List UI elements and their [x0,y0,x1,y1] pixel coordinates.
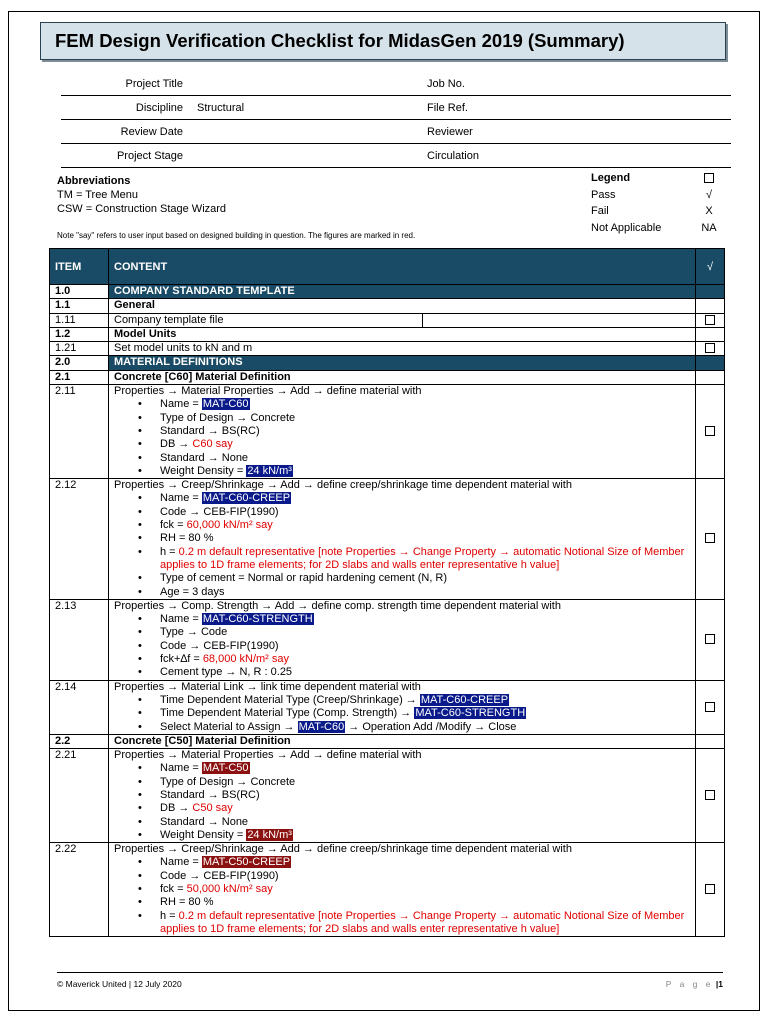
section-row [50,285,725,299]
section-row [50,356,725,370]
project-value2[interactable] [507,120,731,144]
legend-pass-symbol: √ [705,188,713,201]
subsection-title: Concrete [C50] Material Definition [109,734,696,748]
item-lead: Properties → Creep/Shrinkage → Add → define creep/shrinkage time dependent material with [114,479,572,492]
section-title: COMPANY STANDARD TEMPLATE [109,285,696,299]
project-label: Discipline [61,96,191,120]
project-value2[interactable] [507,96,731,120]
project-label2: Circulation [427,144,507,168]
item-content [109,385,696,479]
page-footer: © Maverick United | 12 July 2020 P a g e |1 [57,972,723,989]
item-number: 2.22 [50,843,109,937]
subsection-row [50,734,725,748]
project-value[interactable] [191,72,427,96]
project-label2: Job No. [427,72,507,96]
legend-pass: Pass [591,188,616,201]
table-row [50,342,725,356]
subsection-row [50,299,725,313]
checkbox[interactable] [705,533,715,543]
project-label: Review Date [61,120,191,144]
subsection-row [50,370,725,384]
header-check: √ [696,249,725,285]
item-number: 2.0 [50,356,109,370]
legend-checkbox[interactable] [704,173,714,183]
item-content: Company template file [109,314,423,327]
project-value[interactable] [191,120,427,144]
project-row [61,96,731,120]
item-content: Set model units to kN and m [109,342,696,356]
project-row [61,120,731,144]
table-row [50,313,725,327]
table-row [50,843,725,937]
legend-block [591,172,721,238]
project-value2[interactable] [507,144,731,168]
item-number: 1.0 [50,285,109,299]
item-bullets: • Time Dependent Material Type (Creep/Shrinkage) → MAT-C60-CREEP • Time Dependent Material Type (Comp. Strength) → MAT-C60-STRENGTH • Select Material to Assign → MAT-C60 → Operation Add /Modify → Close [114,694,690,734]
table-row [50,749,725,843]
item-bullets: • Name = MAT-C50 • Type of Design → Concrete • Standard → BS(RC) • DB → C50 say • Standard → None • Weight Density = 24 kN/m³ [114,762,690,842]
item-number: 2.1 [50,370,109,384]
item-number: 1.2 [50,327,109,341]
title-banner [40,22,726,60]
item-bullets: • Name = MAT-C60-STRENGTH • Type → Code • Code → CEB-FIP(1990) • fck+∆f = 68,000 kN/m² say • Cement type → N, R : 0.25 [114,613,690,679]
table-header [50,249,725,285]
item-number: 2.2 [50,734,109,748]
abbreviations-heading: Abbreviations [57,175,131,187]
item-lead: Properties → Creep/Shrinkage → Add → define creep/shrinkage time dependent material with [114,843,572,856]
checkbox[interactable] [705,634,715,644]
say-note: Note "say" refers to user input based on designed building in question. The figures are marked in red. [57,231,416,240]
table-row [50,599,725,680]
item-lead: Properties → Material Properties → Add → define material with [114,749,422,762]
header-item: ITEM [50,249,109,285]
project-value[interactable] [191,144,427,168]
checkbox[interactable] [705,702,715,712]
item-number: 1.21 [50,342,109,356]
subsection-title: Model Units [109,327,696,341]
subsection-row [50,327,725,341]
item-lead: Properties → Material Link → link time dependent material with [114,680,421,693]
item-content [109,599,696,680]
item-number: 1.11 [50,313,109,327]
abbreviation-tm: TM = Tree Menu [57,189,139,201]
item-content [109,749,696,843]
item-content [109,479,696,600]
item-number: 2.13 [50,599,109,680]
item-bullets: • Name = MAT-C50-CREEP • Code → CEB-FIP(1990) • fck = 50,000 kN/m² say • RH = 80 % • h = 0.2 m default representative [note Properties → Change Property → automatic Notional Size of Member applies to 1D frame elements; for 2D slabs and walls enter representative h value] [114,856,690,936]
subsection-title: Concrete [C60] Material Definition [109,370,696,384]
table-row [50,385,725,479]
legend-na-symbol: NA [701,221,717,234]
checkbox[interactable] [705,315,715,325]
legend-heading: Legend [591,172,631,184]
project-row [61,72,731,96]
project-row [61,144,731,168]
checkbox[interactable] [705,426,715,436]
legend-fail: Fail [591,205,609,217]
section-title: MATERIAL DEFINITIONS [109,356,696,370]
item-lead: Properties → Material Properties → Add → define material with [114,385,422,398]
subsection-title: General [109,299,696,313]
item-number: 2.21 [50,749,109,843]
item-number: 2.11 [50,385,109,479]
item-lead: Properties → Comp. Strength → Add → define comp. strength time dependent material with [114,599,561,612]
project-info-table [61,72,731,168]
legend-fail-symbol: X [705,205,713,217]
project-label: Project Stage [61,144,191,168]
checkbox[interactable] [705,884,715,894]
item-bullets: • Name = MAT-C60-CREEP • Code → CEB-FIP(1990) • fck = 60,000 kN/m² say • RH = 80 % • h = 0.2 m default representative [note Properties → Change Property → automatic Notional Size of Member applies to 1D frame elements; for 2D slabs and walls enter representative h value] • Type of cement = Normal or rapid hardening cement (N, R) • Age = 3 days [114,492,690,598]
project-value[interactable]: Structural [191,96,427,120]
item-content [109,843,696,937]
page-title: FEM Design Verification Checklist for MidasGen 2019 (Summary) [55,30,625,51]
abbreviations-block [57,174,226,216]
item-number: 2.14 [50,680,109,734]
footer-page-label: P a g e [665,979,714,989]
project-value2[interactable] [507,72,731,96]
table-row [50,479,725,600]
checkbox[interactable] [705,343,715,353]
legend-na: Not Applicable [591,221,662,234]
table-row [50,680,725,734]
item-number: 1.1 [50,299,109,313]
header-content: CONTENT [109,249,696,285]
footer-copyright: © Maverick United | 12 July 2020 [57,979,182,989]
item-number: 2.12 [50,479,109,600]
project-label: Project Title [61,72,191,96]
item-content [109,680,696,734]
item-bullets: • Name = MAT-C60 • Type of Design → Concrete • Standard → BS(RC) • DB → C60 say • Standard → None • Weight Density = 24 kN/m³ [114,398,690,478]
footer-page-number: 1 [718,979,723,989]
checklist-table [49,248,725,937]
material-name-highlight: MAT-C60 [202,398,249,411]
checkbox[interactable] [705,790,715,800]
document-page [8,11,760,1011]
project-label2: Reviewer [427,120,507,144]
project-label2: File Ref. [427,96,507,120]
abbreviation-csw: CSW = Construction Stage Wizard [57,203,227,215]
